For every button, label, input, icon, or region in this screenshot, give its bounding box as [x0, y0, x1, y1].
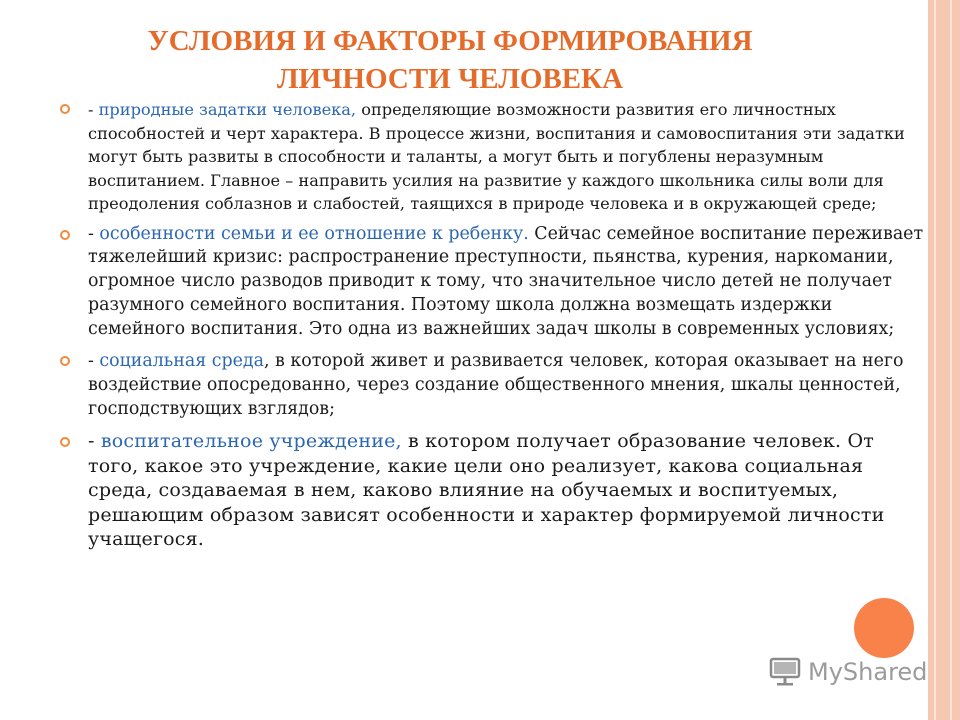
bullet-prefix: -	[88, 430, 101, 453]
right-decorative-band	[928, 0, 960, 720]
bullet-text: Сейчас семейное воспитание переживает тяжелейший кризис: распространение преступности, пьянства, курения, наркомании, огромное число разводов приводит к тому, что значительное число детей не получает разумного семейного воспитания. Поэтому школа должна возмещать издержки семейного воспитания. Это одна из важнейших задач школы в современных условиях;	[88, 223, 924, 339]
bullet-circle-icon	[60, 356, 70, 366]
bullet-item-family	[60, 223, 930, 342]
bullet-circle-icon	[60, 437, 70, 447]
bullet-text: определяющие возможности развития его личностных способностей и черт характера. В процессе жизни, воспитания и самовоспитания эти задатки могут быть развиты в способности и таланты, а могут быть и погублены неразумным воспитанием. Главное – направить усилия на развитие у каждого школьника силы воли для преодоления соблазнов и слабостей, таящихся в природе человека и в окружающей среде;	[88, 100, 905, 213]
watermark-logo	[768, 654, 927, 690]
slide-title	[30, 22, 870, 98]
band-stripe	[934, 0, 936, 720]
bullet-circle-icon	[60, 104, 70, 114]
bullet-highlight: особенности семьи и ее отношение к ребенку.	[99, 223, 529, 244]
presentation-screen-icon	[768, 657, 802, 687]
decorative-orange-circle	[854, 598, 914, 658]
bullet-highlight: воспитательное учреждение,	[100, 430, 402, 453]
title-line-2: ЛИЧНОСТИ ЧЕЛОВЕКА	[276, 63, 624, 95]
watermark-text: MyShared	[808, 658, 928, 686]
bullet-list	[60, 98, 930, 552]
bullet-item-natural-inclinations	[60, 98, 930, 216]
bullet-item-educational-institution	[60, 429, 930, 552]
bullet-item-social-environment	[60, 349, 930, 421]
bullet-highlight: социальная среда	[99, 351, 264, 372]
band-stripe	[950, 0, 952, 720]
bullet-prefix: -	[88, 223, 100, 244]
bullet-text: , в которой живет и развивается человек, которая оказывает на него воздействие опосредованно, через создание общественного мнения, шкалы ценностей, господствующих взглядов;	[88, 351, 904, 420]
bullet-text: в котором получает образование человек. От того, какое это учреждение, какие цели оно реализует, какова социальная среда, создаваемая в нем, каково влияние на обучаемых и воспитуемых, решающим образом зависят особенности и характер формируемой личности учащегося.	[88, 430, 885, 551]
bullet-prefix: -	[88, 351, 100, 372]
bullet-highlight: природные задатки человека,	[98, 100, 357, 119]
bullet-prefix: -	[88, 100, 99, 119]
title-line-1: УСЛОВИЯ И ФАКТОРЫ ФОРМИРОВАНИЯ	[147, 25, 753, 57]
bullet-circle-icon	[60, 230, 70, 240]
